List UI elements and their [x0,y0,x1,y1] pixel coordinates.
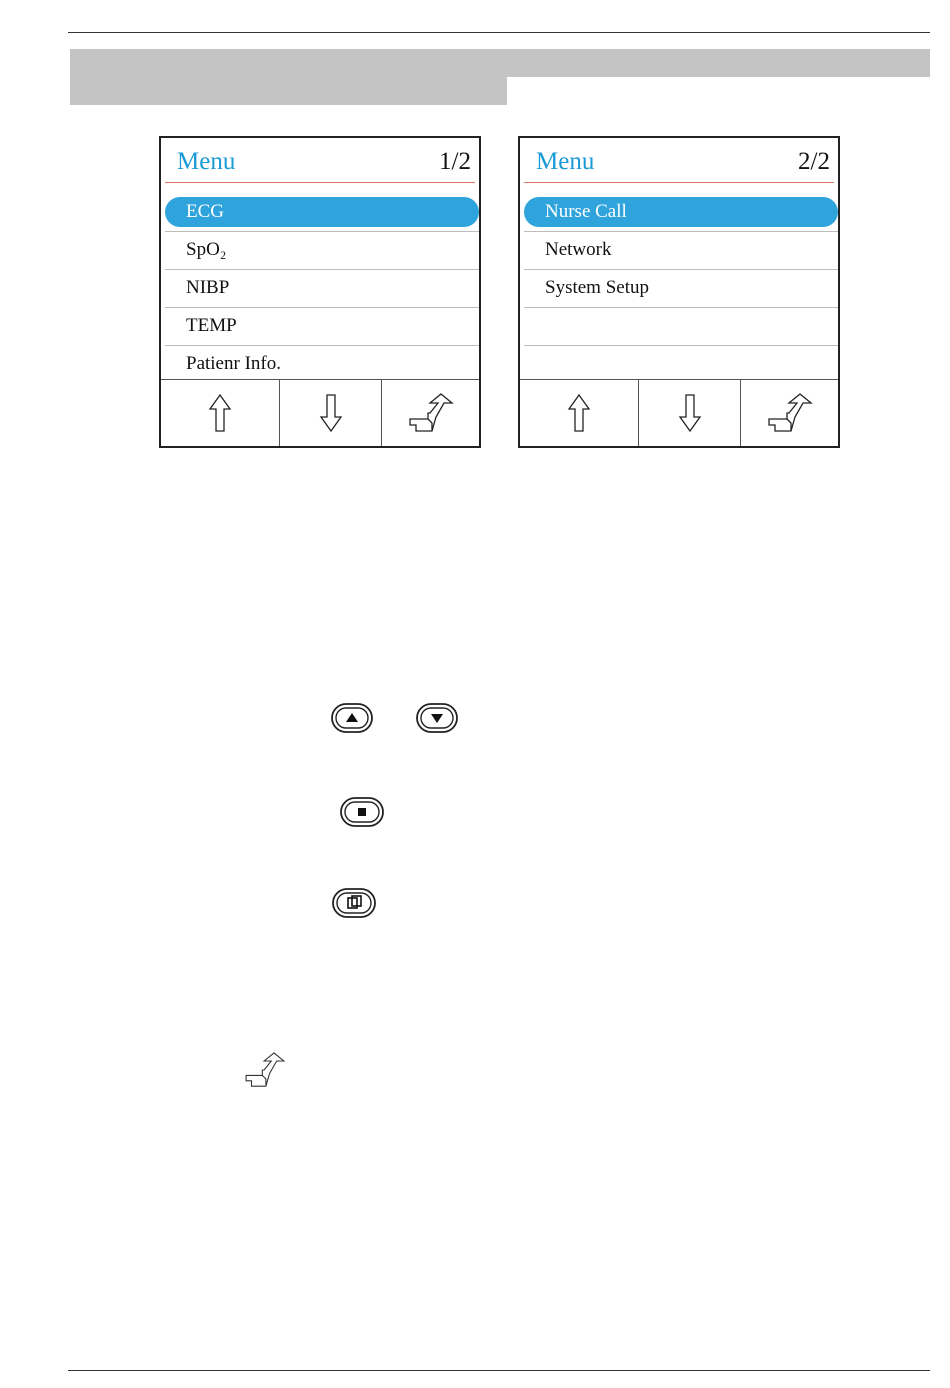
key-ok-icon [340,797,384,827]
scroll-down-button[interactable] [280,380,382,446]
menu-item-patient-info[interactable]: Patienr Info. [186,353,281,374]
header-divider [165,182,475,183]
header-divider [524,182,834,183]
menu-item-network[interactable]: Network [524,232,838,270]
menu-panel-page-1 [159,136,481,448]
menu-item-spo2[interactable]: SpO₂ [165,232,479,270]
menu-panel-page-2 [518,136,840,448]
panel-header [161,138,479,184]
menu-item-nurse-call[interactable]: Nurse Call [524,197,838,227]
menu-list [165,193,479,384]
navigation-buttons [161,379,479,446]
menu-item-nibp[interactable]: NIBP [165,270,479,308]
scroll-up-button[interactable] [520,380,639,446]
return-arrow-icon [408,393,454,433]
menu-item-temp[interactable]: TEMP [165,308,479,346]
section-subheader-band [70,77,507,105]
page-indicator: 2/2 [798,148,830,175]
key-down-icon [416,703,458,733]
arrow-up-icon [208,393,232,433]
panel-title: Menu [536,148,595,175]
menu-list [524,193,838,384]
bottom-rule [68,1370,930,1371]
return-button[interactable] [382,380,479,446]
arrow-up-icon [567,393,591,433]
menu-item-system-setup[interactable]: System Setup [524,270,838,308]
key-menu-icon [332,888,376,918]
return-arrow-icon [243,1052,287,1088]
menu-item-ecg[interactable]: ECG [165,197,479,227]
top-rule [68,32,930,33]
arrow-down-icon [678,393,702,433]
panel-title: Menu [177,148,236,175]
navigation-buttons [520,379,838,446]
panel-header [520,138,838,184]
arrow-down-icon [319,393,343,433]
scroll-down-button[interactable] [639,380,741,446]
page-indicator: 1/2 [439,148,471,175]
scroll-up-button[interactable] [161,380,280,446]
return-button[interactable] [741,380,838,446]
section-header-band [70,49,930,77]
return-arrow-icon [767,393,813,433]
key-up-icon [331,703,373,733]
menu-item-empty [524,308,838,346]
